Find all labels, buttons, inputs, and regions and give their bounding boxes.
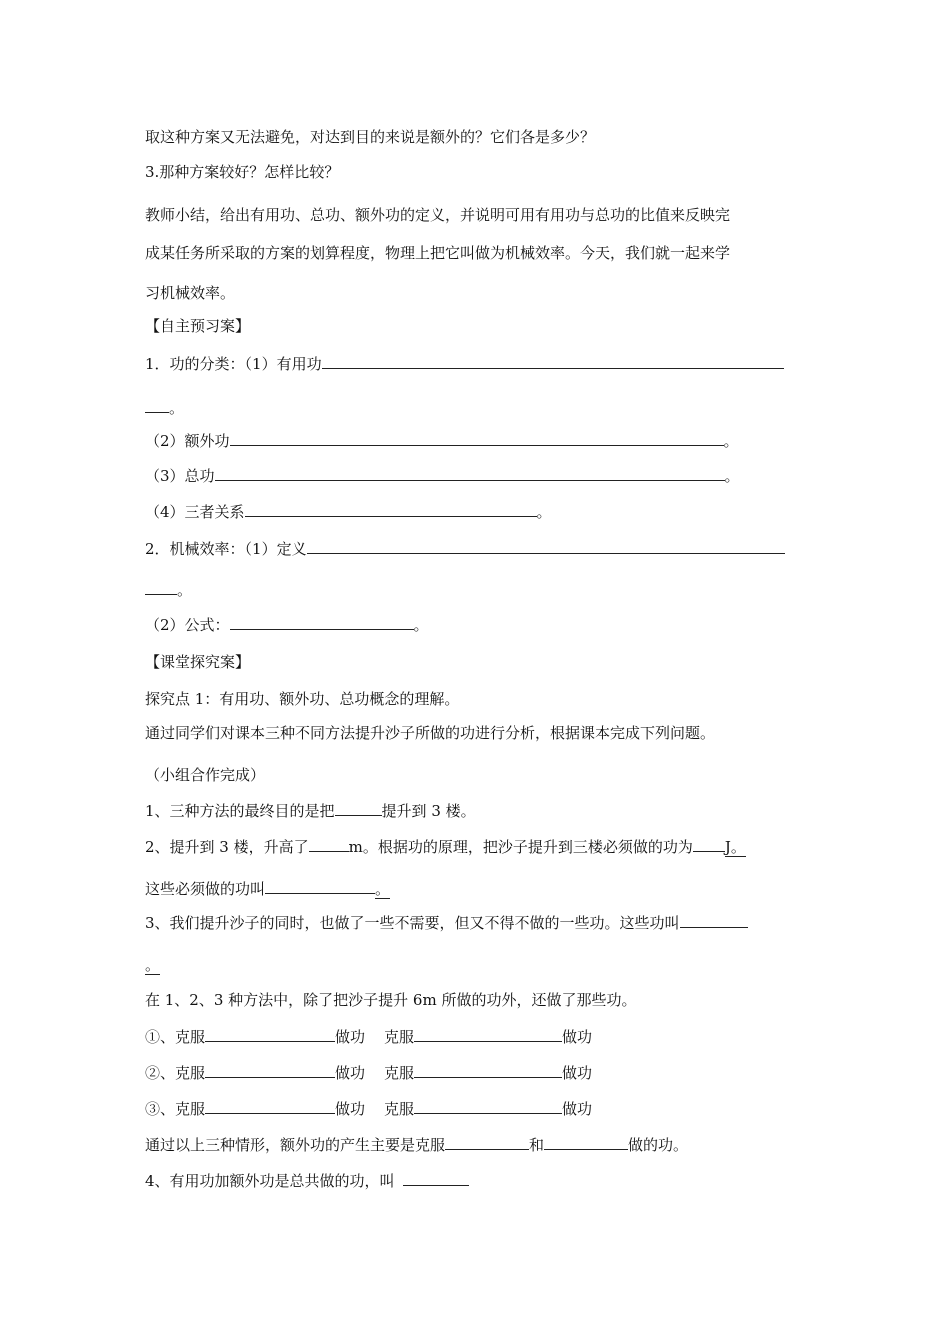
answer-blank[interactable] (230, 615, 414, 630)
explore-description: 通过同学们对课本三种不同方法提升沙子所做的功进行分析，根据课本完成下列问题。 (145, 724, 716, 742)
method-row-2 (145, 1063, 592, 1083)
do-work-text: 做功 (562, 1028, 593, 1046)
summary-and: 和 (529, 1136, 545, 1154)
answer-blank[interactable] (403, 1171, 469, 1186)
explore-heading: 【课堂探究案】 (145, 653, 251, 671)
answer-blank[interactable] (693, 837, 725, 852)
preview-q1-relation (145, 502, 552, 522)
q1-text-end: 提升到 3 楼。 (381, 802, 476, 820)
answer-blank[interactable] (265, 879, 375, 894)
q2a-label: 2．机械效率：（1）定义 (145, 540, 307, 558)
method-label: ②、克服 (145, 1064, 206, 1082)
summary-text: 通过以上三种情形，额外功的产生主要是克服 (145, 1136, 446, 1154)
period: 。 (536, 503, 552, 521)
q1-text: 1、三种方法的最终目的是把 (145, 802, 335, 820)
explore-q3-methods: 在 1、2、3 种方法中，除了把沙子提升 6m 所做的功外，还做了那些功。 (145, 991, 637, 1009)
period: 。 (145, 956, 161, 974)
q2-text: 2、提升到 3 楼，升高了 (145, 838, 309, 856)
summary-text-end: 做的功。 (628, 1136, 689, 1154)
explore-q4 (145, 1171, 469, 1191)
q2-text-2: 这些必须做的功叫 (145, 880, 266, 898)
preview-q2-definition (145, 539, 785, 559)
preview-q1-total-work (145, 466, 740, 486)
explore-q1 (145, 801, 476, 821)
explore-q3-continuation (145, 955, 160, 975)
overcome-text: 克服 (384, 1028, 415, 1046)
answer-blank[interactable] (245, 502, 537, 517)
q2-unit: J。 (724, 838, 746, 856)
q4-text: 4、有用功加额外功是总共做的功，叫 (145, 1172, 395, 1190)
explore-group-note: （小组合作完成） (145, 766, 266, 784)
intro-line-4: 成某任务所采取的方案的划算程度，物理上把它叫做为机械效率。今天，我们就一起来学 (145, 244, 731, 262)
overcome-text: 克服 (384, 1100, 415, 1118)
answer-blank[interactable] (414, 1063, 562, 1078)
explore-q2 (145, 837, 746, 857)
answer-blank[interactable] (445, 1135, 529, 1150)
q3-text: 3、我们提升沙子的同时，也做了一些不需要，但又不得不做的一些功。这些功叫 (145, 914, 680, 932)
method-label: ③、克服 (145, 1100, 206, 1118)
answer-blank[interactable] (205, 1027, 335, 1042)
period: 。 (413, 616, 429, 634)
explore-q2-continuation (145, 879, 390, 899)
answer-blank[interactable] (205, 1063, 335, 1078)
do-work-text: 做功 (562, 1100, 593, 1118)
do-work-text: 做功 (335, 1100, 366, 1118)
intro-line-2: 3.那种方案较好？怎样比较？ (145, 163, 340, 181)
q1a-label: 1．功的分类：（1）有用功 (145, 355, 322, 373)
answer-blank[interactable] (680, 913, 748, 928)
overcome-text: 克服 (384, 1064, 415, 1082)
period: 。 (169, 399, 185, 417)
q1c-label: （3）总功 (145, 467, 215, 485)
answer-blank[interactable] (145, 398, 169, 413)
explore-summary (145, 1135, 688, 1155)
intro-line-1: 取这种方案又无法避免，对达到目的来说是额外的？它们各是多少？ (145, 128, 596, 146)
preview-heading: 【自主预习案】 (145, 317, 251, 335)
period: 。 (723, 432, 739, 450)
do-work-text: 做功 (335, 1028, 366, 1046)
answer-blank[interactable] (215, 466, 725, 481)
answer-blank[interactable] (145, 580, 177, 595)
intro-line-3: 教师小结，给出有用功、总功、额外功的定义，并说明可用有用功与总功的比值来反映完 (145, 206, 731, 224)
do-work-text: 做功 (335, 1064, 366, 1082)
method-row-3 (145, 1099, 592, 1119)
explore-q3 (145, 913, 748, 933)
method-label: ①、克服 (145, 1028, 206, 1046)
period: 。 (375, 880, 391, 898)
preview-q1-extra-work (145, 431, 739, 451)
answer-blank[interactable] (414, 1027, 562, 1042)
do-work-text: 做功 (562, 1064, 593, 1082)
intro-line-5: 习机械效率。 (145, 284, 236, 302)
period: 。 (724, 467, 740, 485)
q2b-label: （2）公式： (145, 616, 230, 634)
q1b-label: （2）额外功 (145, 432, 230, 450)
explore-point-1: 探究点 1：有用功、额外功、总功概念的理解。 (145, 690, 460, 708)
answer-blank[interactable] (307, 539, 785, 554)
preview-q2-continuation (145, 580, 192, 600)
q1d-label: （4）三者关系 (145, 503, 245, 521)
preview-q2-formula (145, 615, 429, 635)
answer-blank[interactable] (335, 801, 382, 816)
answer-blank[interactable] (322, 354, 784, 369)
answer-blank[interactable] (205, 1099, 335, 1114)
answer-blank[interactable] (544, 1135, 628, 1150)
q2-text-mid: m。根据功的原理，把沙子提升到三楼必须做的功为 (348, 838, 693, 856)
preview-q1-useful-work (145, 354, 784, 374)
method-row-1 (145, 1027, 592, 1047)
answer-blank[interactable] (230, 431, 724, 446)
period: 。 (177, 581, 193, 599)
answer-blank[interactable] (309, 837, 349, 852)
preview-q1-continuation (145, 398, 184, 418)
answer-blank[interactable] (414, 1099, 562, 1114)
